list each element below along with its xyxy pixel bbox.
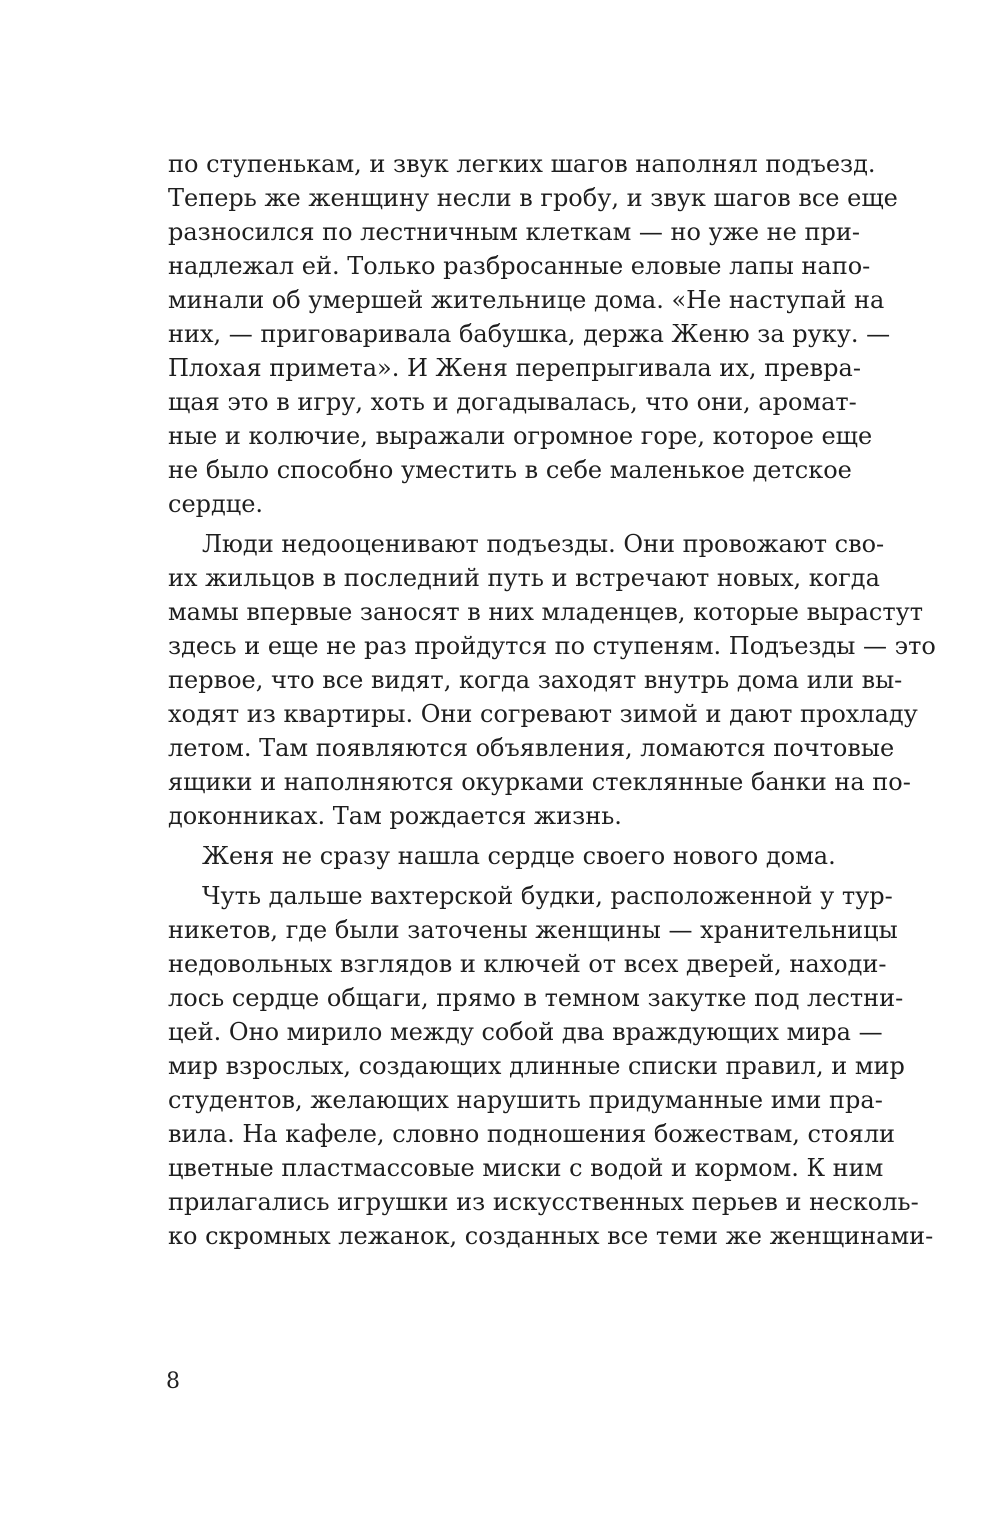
text-line: сердце. (168, 490, 264, 518)
text-line: недовольных взглядов и ключей от всех дверей, находи- (168, 950, 887, 978)
text-line: здесь и еще не раз пройдутся по ступеням. Подъезды — это (168, 632, 936, 660)
text-line: никетов, где были заточены женщины — хранительницы (168, 916, 898, 944)
text-line: ящики и наполняются окурками стеклянные банки на по- (168, 768, 911, 796)
text-line: по ступенькам, и звук легких шагов наполнял подъезд. (168, 150, 876, 178)
text-line: прилагались игрушки из искусственных перьев и несколь- (168, 1188, 919, 1216)
text-line: Чуть дальше вахтерской будки, расположенной у тур- (202, 882, 893, 910)
text-line: Плохая примета». И Женя перепрыгивала их, превра- (168, 354, 861, 382)
text-line: Люди недооценивают подъезды. Они провожают сво- (202, 530, 885, 558)
text-line: лось сердце общаги, прямо в темном закутке под лестни- (168, 984, 904, 1012)
text-line: разносился по лестничным клеткам — но уже не при- (168, 218, 860, 246)
text-line: них, — приговаривала бабушка, держа Женю за руку. — (168, 320, 891, 348)
text-line: первое, что все видят, когда заходят внутрь дома или вы- (168, 666, 903, 694)
text-line: надлежал ей. Только разбросанные еловые лапы напо- (168, 252, 871, 280)
text-line: мир взрослых, создающих длинные списки правил, и мир (168, 1052, 905, 1080)
text-line: студентов, желающих нарушить придуманные ими пра- (168, 1086, 883, 1114)
text-line: ходят из квартиры. Они согревают зимой и дают прохладу (168, 700, 918, 728)
text-line: минали об умершей жительнице дома. «Не наступай на (168, 286, 885, 314)
text-line: Теперь же женщину несли в гробу, и звук шагов все еще (168, 184, 898, 212)
text-line: ко скромных лежанок, созданных все теми же женщинами- (168, 1222, 934, 1250)
text-line: летом. Там появляются объявления, ломаются почтовые (168, 734, 895, 762)
text-line: доконниках. Там рождается жизнь. (168, 802, 622, 830)
text-line: не было способно уместить в себе маленькое детское (168, 456, 852, 484)
text-line: вила. На кафеле, словно подношения божествам, стояли (168, 1120, 896, 1148)
page-number: 8 (166, 1369, 180, 1394)
text-line: щая это в игру, хоть и догадывалась, что они, аромат- (168, 388, 857, 416)
text-line: Женя не сразу нашла сердце своего нового дома. (202, 842, 836, 870)
text-line: мамы впервые заносят в них младенцев, которые вырастут (168, 598, 924, 626)
text-line: их жильцов в последний путь и встречают новых, когда (168, 564, 880, 592)
text-line: ные и колючие, выражали огромное горе, которое еще (168, 422, 873, 450)
text-line: цей. Оно мирило между собой два враждующих мира — (168, 1018, 883, 1046)
text-line: цветные пластмассовые миски с водой и кормом. К ним (168, 1154, 884, 1182)
